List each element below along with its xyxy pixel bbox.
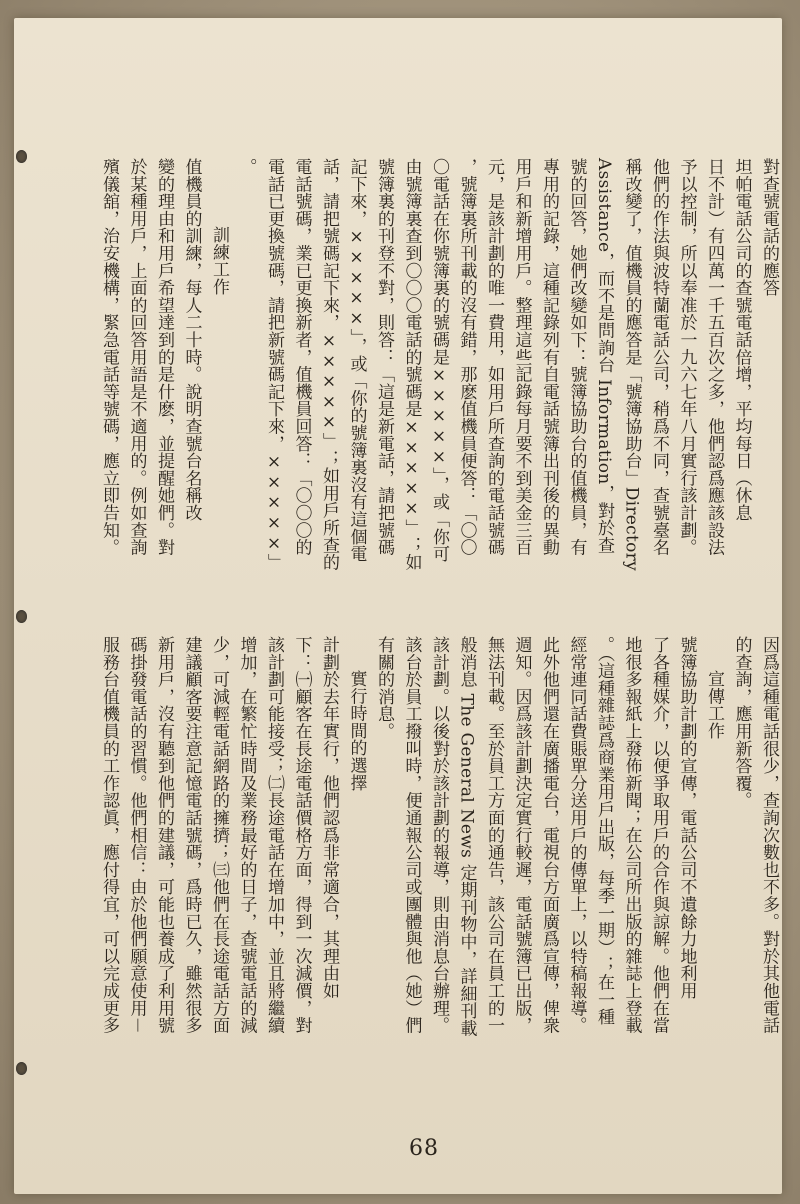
- text-line: 元，是該計劃的唯一費用，如用戶所查詢的電話號碼: [484, 158, 504, 556]
- text-line: 他們的作法與波特蘭電話公司，稍爲不同，查號臺名: [649, 158, 669, 556]
- text-line: 號簿協助計劃的宣傳，電話公司不遺餘力地利用: [676, 636, 697, 1000]
- text-line: 服務台值機員的工作認眞，應付得宜，可以完成更多: [99, 636, 119, 1034]
- text-line: 般消息 The General News 定期刊物中，詳細刊載: [456, 636, 477, 1037]
- text-line: 話，請把號碼記下來，×××××」；如用戶所查的: [319, 158, 339, 571]
- timing-heading: 實行時間的選擇: [346, 670, 367, 792]
- publicity-heading: 宣傳工作: [704, 670, 724, 740]
- text-line: 於某種用戶，上面的回答用語是不適用的。例如查詢: [126, 158, 147, 556]
- text-line: 。（這種雜誌爲商業用戶出版，每季一期）；在一種: [594, 636, 614, 1026]
- text-line: 電話號碼，業已更換新者，值機員回答：「〇〇〇的: [291, 158, 312, 556]
- text-line: 由號簿裏查到〇〇〇電話的號碼是×××××」；如: [401, 158, 422, 571]
- text-line: 地很多報紙上發佈新聞；在公司所出版的雜誌上登載: [621, 636, 642, 1034]
- text-line: 無法刊載。至於員工方面的通告，該公司在員工的一: [484, 636, 504, 1034]
- bottom-text-panel: [74, 636, 782, 1106]
- training-heading: 訓練工作: [209, 226, 229, 296]
- text-line: 。: [236, 158, 257, 176]
- text-line: 專用的記錄，這種記錄列有自電話號簿出刊後的異動: [539, 158, 559, 556]
- text-line: 該台於員工撥叫時，便通報公司或團體與他（她）們: [401, 636, 422, 1034]
- text-line: 號的回答，她們改變如下：號簿協助台的值機員，有: [566, 158, 587, 556]
- text-line: 此外他們還在廣播電台，電視台方面廣爲宣傳，俾衆: [539, 636, 559, 1034]
- text-line: ，號簿裏所刊載的沒有錯，那麽值機員便答：「〇〇: [456, 158, 477, 556]
- section-title: 對查號電話的應答: [759, 158, 779, 297]
- text-line: 用戶和新增用戶。整理這些記錄每月要不到美金三百: [511, 158, 532, 556]
- binder-hole: [16, 1062, 27, 1075]
- text-line: 下：㈠顧客在長途電話價格方面，得到一次減價，對: [291, 636, 312, 1034]
- text-line: 稱改變了，值機員的應答是「號簿協助台」Directory: [621, 158, 642, 571]
- text-line: 坦帕電話公司的查號電話倍增，平均每日（休息: [731, 158, 752, 522]
- text-line: 週知。因爲該計劃決定實行較遲，電話號簿已出版，: [511, 636, 532, 1034]
- text-line: 計劃於去年實行，他們認爲非常適合，其理由如: [319, 636, 339, 1000]
- page-number: 68: [409, 1136, 439, 1161]
- text-line: 電話已更換號碼，請把新號碼記下來，×××××」: [264, 158, 284, 571]
- text-line: 號簿裏的刊登不對，則答：「這是新電話，請把號碼: [374, 158, 394, 556]
- text-line: 日不計）有四萬一千五百次之多，他們認爲應該設法: [704, 158, 724, 556]
- page-sheet: [14, 18, 782, 1194]
- text-line: 有關的消息。: [374, 636, 394, 740]
- text-line: 了各種媒介，以便爭取用戶的合作與諒解。他們在當: [649, 636, 669, 1034]
- text-line: 值機員的訓練，每人二十時。說明查號台名稱改: [181, 158, 202, 522]
- text-line: 該計劃可能接受；㈡長途電話在增加中，並且將繼續: [264, 636, 284, 1034]
- text-line: 的查詢，應用新答覆。: [731, 636, 752, 809]
- text-line: 少，可減輕電話網路的擁擠；㈢他們在長途電話方面: [209, 636, 229, 1034]
- text-line: 〇電話在你號簿裏的號碼是×××××」，或「你可: [429, 158, 449, 563]
- text-line: 該計劃。以後對於該計劃的報導，則由消息台辦理。: [429, 636, 449, 1034]
- binder-hole: [16, 610, 27, 623]
- text-line: 予以控制，所以奉准於一九六七年八月實行該計劃。: [676, 158, 697, 556]
- text-line: 新用戶，沒有聽到他們的建議，可能也養成了利用號: [154, 636, 174, 1034]
- text-line: 殯儀舘，治安機構，緊急電話等號碼，應立即告知。: [99, 158, 119, 556]
- text-line: 變的理由和用戶希望達到的是什麽，並提醒她們。對: [154, 158, 174, 556]
- top-text-panel: [99, 158, 782, 628]
- text-line: 建議顧客要注意記憶電話號碼，爲時已久，雖然很多: [181, 636, 202, 1034]
- text-line: 增加，在繁忙時間及業務最好的日子，查號電話的減: [236, 636, 257, 1034]
- text-line: 碼掛發電話的習慣。他們相信：由於他們願意使用－: [126, 636, 147, 1034]
- text-line: 經常連同話費賬單分送用戶的傳單上，以特稿報導。: [566, 636, 587, 1034]
- text-line: Assistance，而不是問詢台 Information，對於查: [594, 158, 614, 554]
- text-line: 因爲這種電話很少，查詢次數也不多。對於其他電話: [759, 636, 779, 1034]
- text-line: 記下來，×××××」，或「你的號簿裏沒有這個電: [346, 158, 367, 563]
- binder-hole: [16, 150, 27, 163]
